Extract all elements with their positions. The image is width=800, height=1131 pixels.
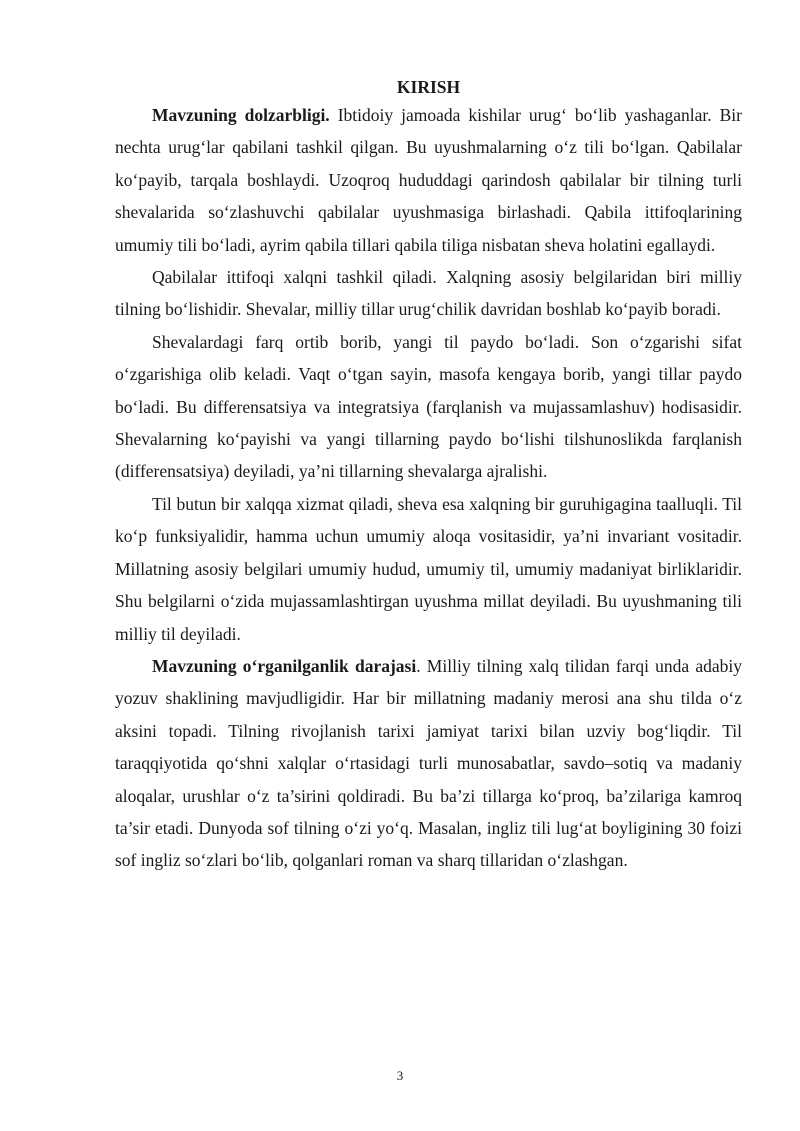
paragraph-text: . Milliy tilning xalq tilidan farqi unda adabiy yozuv shaklining mavjudligidir. Har bir millatning madaniy merosi ana shu tilda o‘z aksini topadi. Tilning rivojlanish tarixi jamiyat tarixi bilan uzviy bog‘liqdir. Til taraqqiyotida qo‘shni xalqlar o‘rtasidagi turli munosabatlar, savdo–sotiq va madaniy aloqalar, urushlar o‘z ta’sirini qoldiradi. Bu ba’zi tillarga ko‘proq, ba’zilariga kamroq ta’sir etadi. Dunyoda sof tilning o‘zi yo‘q. Masalan, ingliz tili lug‘at boyligining 30 foizi sof ingliz so‘zlari bo‘lib, qolganlari roman va sharq tillaridan o‘zlashgan. [115, 655, 742, 871]
page-number: 3 [396, 1068, 404, 1083]
section-title: KIRISH [396, 77, 461, 97]
paragraph-relevance [115, 99, 742, 261]
paragraph-text: Shevalardagi farq ortib borib, yangi til paydo bo‘ladi. Son o‘zgarishi sifat o‘zgarishiga olib keladi. Vaqt o‘tgan sayin, masofa kengaya borib, yangi tillar paydo bo‘ladi. Bu differensatsiya va integratsiya (farqlanish va mujassamlashuv) hodisasidir. Shevalarning ko‘payishi va yangi tillarning paydo bo‘lishi tilshunoslikda farqlanish (differensatsiya) deyiladi, ya’ni tillarning shevalarga ajralishi. [115, 331, 742, 482]
paragraph-tribes [115, 261, 742, 326]
paragraph-text: Qabilalar ittifoqi xalqni tashkil qiladi. Xalqning asosiy belgilaridan biri milliy tilning bo‘lishidir. Shevalar, milliy tillar urug‘chilik davridan boshlab ko‘payib boradi. [115, 267, 742, 320]
paragraph-language-nation [115, 488, 742, 650]
paragraph-dialects [115, 326, 742, 488]
paragraph-text: Ibtidoiy jamoada kishilar urug‘ bo‘lib yashaganlar. Bir nechta urug‘lar qabilani tashkil qilgan. Bu uyushmalarning o‘z tili bo‘lgan. Qabilalar ko‘payib, tarqala boshlaydi. Uzoqroq hududdagi qarindosh qabilalar bir tilning turli shevalarida so‘zlashuvchi qabilalar uyushmasiga birlashadi. Qabila ittifoqlarining umumiy tili bo‘ladi, ayrim qabila tillari qabila tiliga nisbatan sheva holatini egallaydi. [115, 105, 742, 255]
paragraph-lead-relevance: Mavzuning dolzarbligi. [152, 105, 330, 125]
paragraph-text: Til butun bir xalqqa xizmat qiladi, sheva esa xalqning bir guruhigagina taalluqli. Til ko‘p funksiyalidir, hamma uchun umumiy aloqa vositasidir, ya’ni invariant vositadir. Millatning asosiy belgilari umumiy hudud, umumiy til, umumiy madaniyat birliklaridir. Shu belgilarni o‘zida mujassamlashtirgan uyushma millat deyiladi. Bu uyushmaning tili milliy til deyiladi. [115, 493, 742, 644]
paragraph-lead-study-level: Mavzuning o‘rganilganlik darajasi [152, 655, 417, 676]
paragraph-study-level [115, 650, 742, 877]
document-page [115, 76, 742, 877]
